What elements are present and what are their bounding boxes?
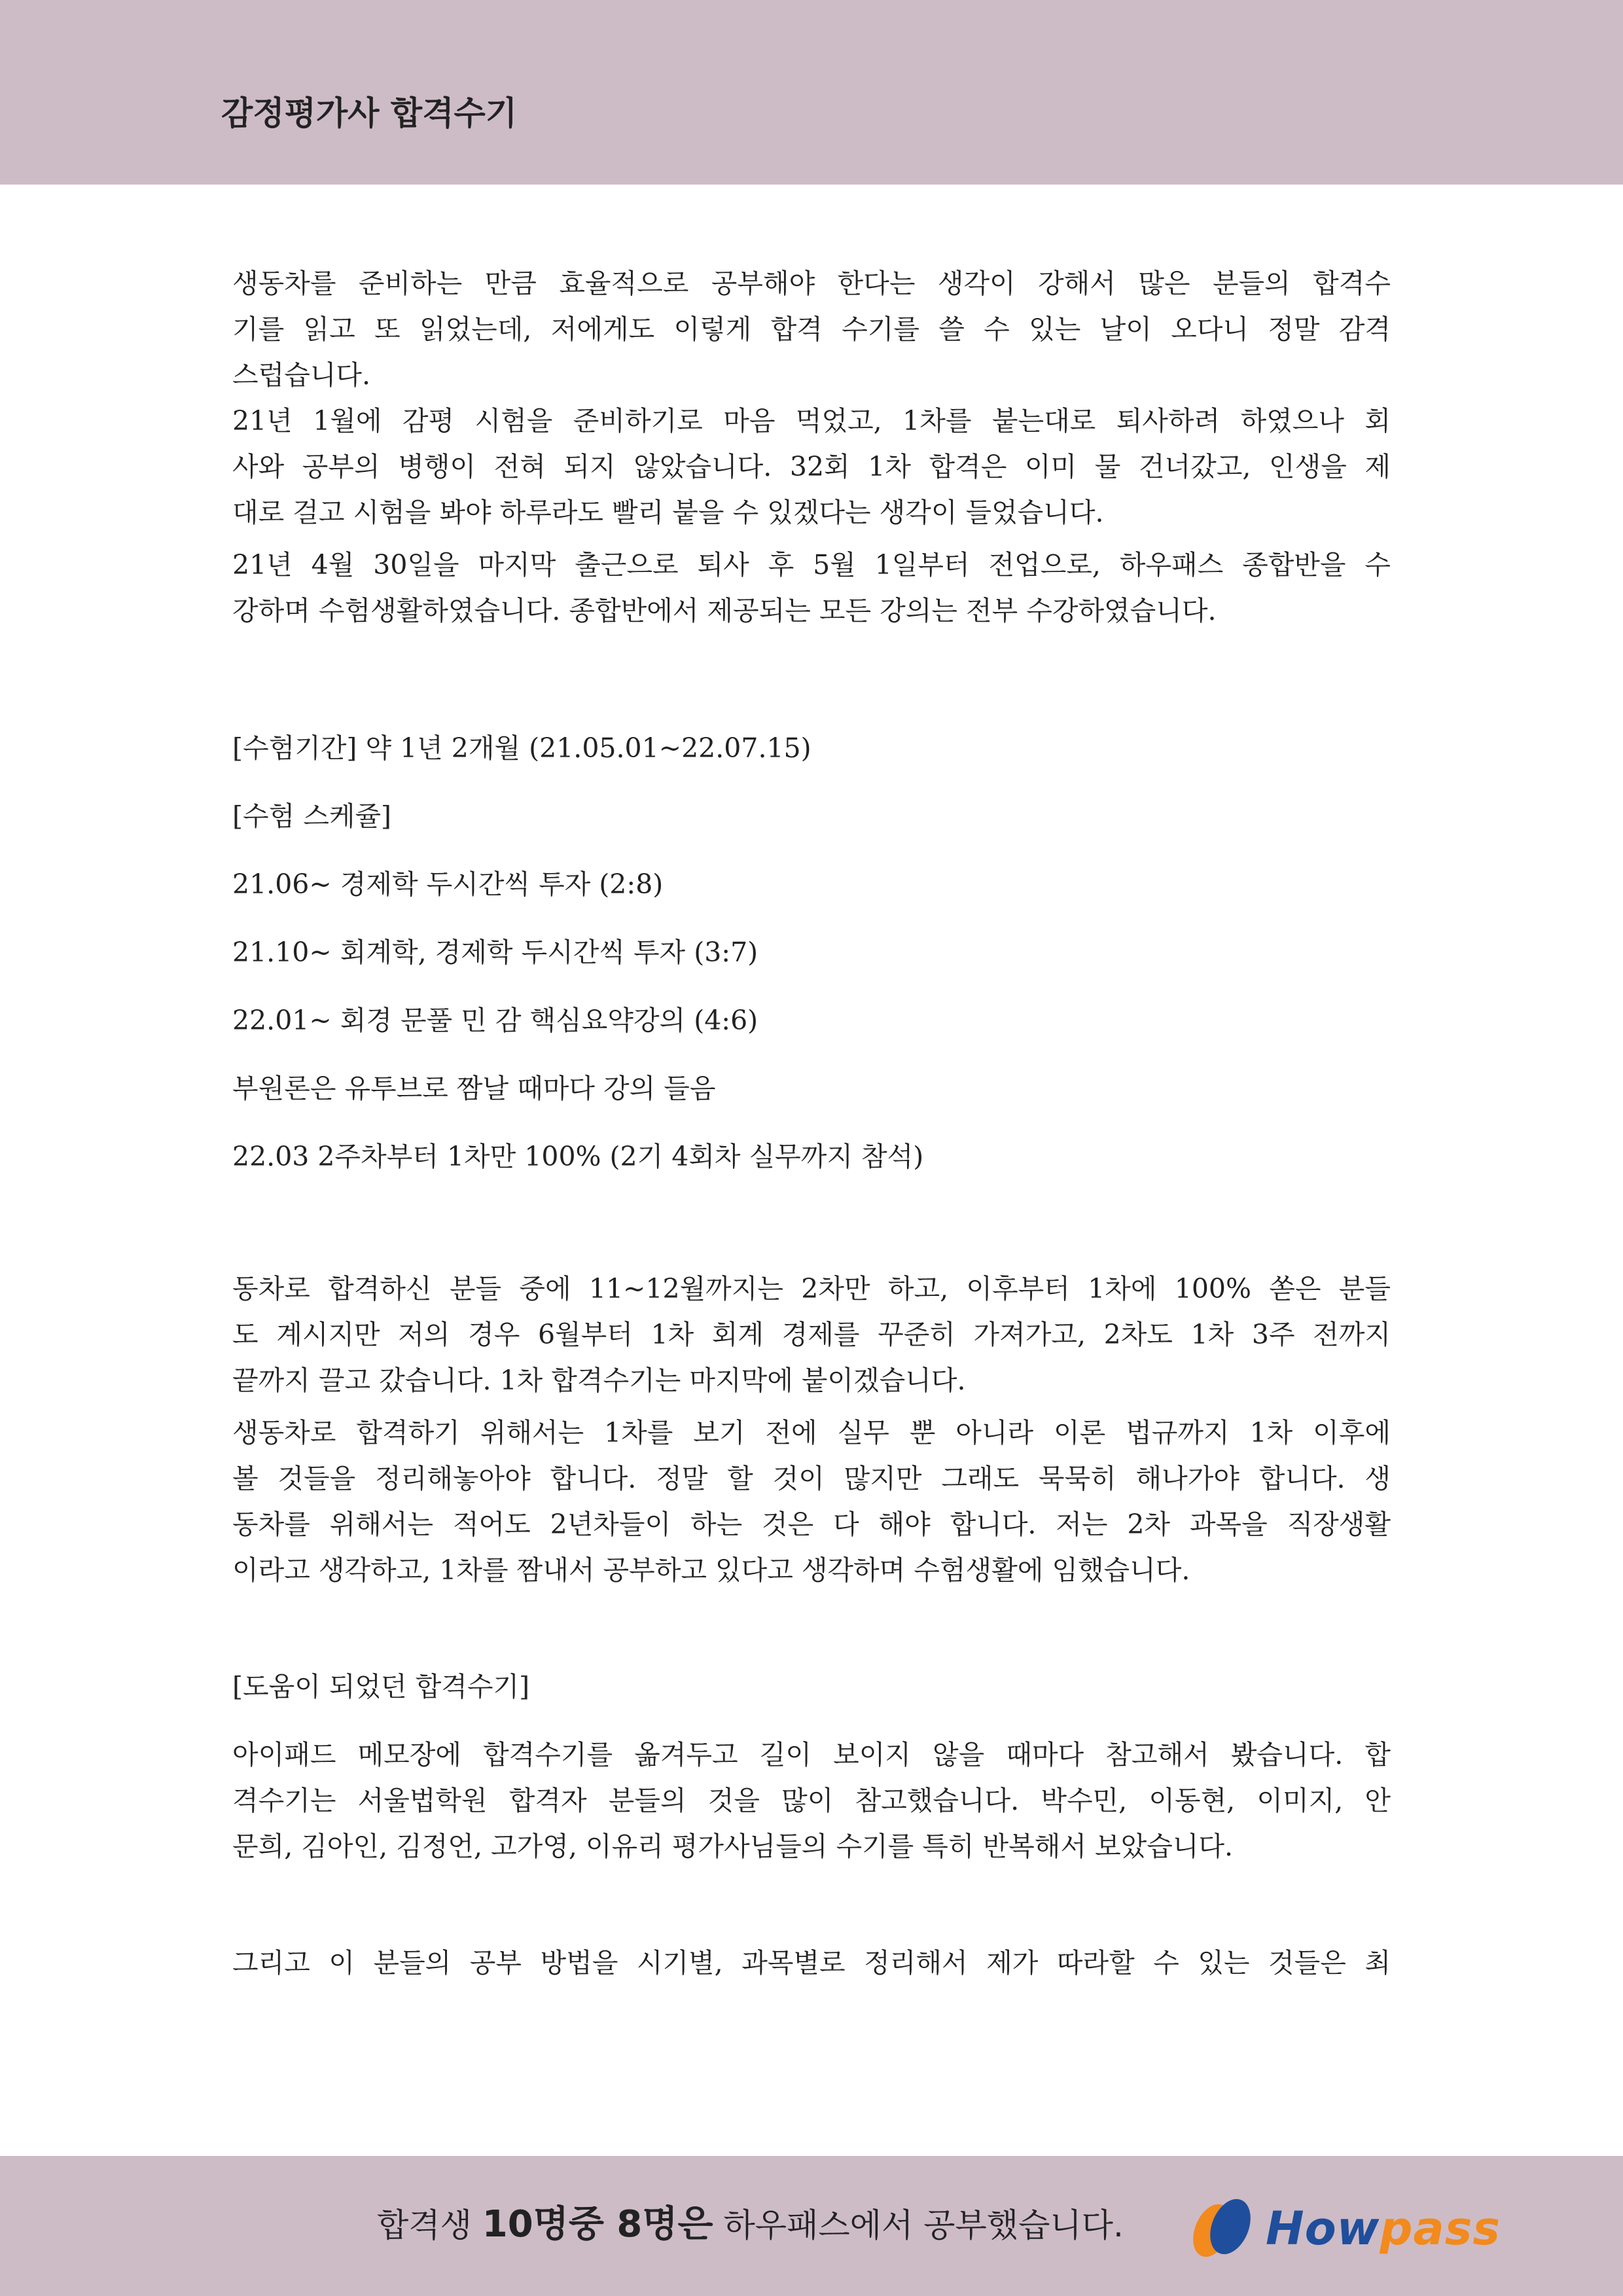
study-period: [수험기간] 약 1년 2개월 (21.05.01~22.07.15) [232,732,812,764]
page-footer [0,2156,1623,2296]
text-line: 사와 공부의 병행이 전혀 되지 않았습니다. 32회 1차 합격은 이미 물 건너갔고, 인생을 제 [232,451,1391,482]
logo-text-how: How [1266,2202,1380,2255]
resign-paragraph [232,542,1391,634]
spacer [232,1876,1391,1940]
page-header [0,0,1623,185]
schedule-item: 22.03 2주차부터 1차만 100% (2기 4회차 실무까지 참석) [232,1141,924,1172]
closing-paragraph [232,1940,1391,1986]
text-line: 스럽습니다. [232,359,371,391]
spacer [232,1202,1391,1266]
text-line: 문희, 김아인, 김정언, 고가영, 이유리 평가사님들의 수기를 특히 반복해서 보았습니다. [232,1831,1234,1862]
text-line: 동차로 합격하신 분들 중에 11~12월까지는 2차만 하고, 이후부터 1차에 100% 쏟은 분들 [232,1273,1391,1304]
text-line: 21년 4월 30일을 마지막 출근으로 퇴사 후 5월 1일부터 전업으로, 하우패스 종합반을 수 [232,549,1391,581]
slogan-part: 하우패스에서 공부했습니다. [713,2206,1124,2244]
text-line: 아이패드 메모장에 합격수기를 옮겨두고 길이 보이지 않을 때마다 참고해서 봤습니다. 합 [232,1739,1391,1770]
text-line: 대로 걸고 시험을 봐야 하루라도 빨리 붙을 수 있겠다는 생각이 들었습니다. [232,497,1104,528]
howpass-logo-text [1266,2200,1501,2257]
text-line: 강하며 수험생활하였습니다. 종합반에서 제공되는 모든 강의는 전부 수강하였습니다. [232,595,1217,626]
schedule-heading: [수험 스케쥴] [232,800,392,832]
slogan-highlight: 10명중 8명은 [482,2203,713,2246]
schedule-item: 22.01~ 회경 문풀 민 감 핵심요약강의 (4:6) [232,1005,758,1036]
text-line: 생동차로 합격하기 위해서는 1차를 보기 전에 실무 뿐 아니라 이론 법규까지 1차 이후에 [232,1417,1391,1448]
text-line: 동차를 위해서는 적어도 2년차들이 하는 것은 다 해야 합니다. 저는 2차 과목을 직장생활 [232,1509,1391,1540]
text-line: 볼 것들을 정리해놓아야 합니다. 정말 할 것이 많지만 그래도 묵묵히 해나가야 합니다. 생 [232,1463,1391,1494]
text-line: 그리고 이 분들의 공부 방법을 시기별, 과목별로 정리해서 제가 따라할 수 있는 것들은 최 [232,1947,1391,1979]
howpass-logo-icon [1186,2193,1258,2265]
spacer [232,1600,1391,1664]
text-line: 격수기는 서울법학원 합격자 분들의 것을 많이 참고했습니다. 박수민, 이동현, 이미지, 안 [232,1785,1391,1816]
text-line: 생동차를 준비하는 만큼 효율적으로 공부해야 한다는 생각이 강해서 많은 분들의 합격수 [232,268,1391,299]
howpass-logo [1186,2193,1501,2265]
text-line: 21년 1월에 감평 시험을 준비하기로 마음 먹었고, 1차를 붙는대로 퇴사하려 하였으나 회 [232,405,1391,437]
intro-paragraph [232,260,1391,535]
spacer [232,640,1391,725]
article-body [232,260,1391,1992]
footer-slogan [377,2202,1124,2248]
slogan-part: 합격생 [377,2206,482,2244]
advice-paragraph [232,1410,1391,1593]
helpful-paragraph [232,1732,1391,1869]
logo-text-pass: pass [1380,2202,1501,2255]
text-line: 기를 읽고 또 읽었는데, 저에게도 이렇게 합격 수기를 쓸 수 있는 날이 오다니 정말 감격 [232,314,1391,345]
header-title: 감정평가사 합격수기 [221,94,518,132]
text-line: 도 계시지만 저의 경우 6월부터 1차 회계 경제를 꾸준히 가져가고, 2차도 1차 3주 전까지 [232,1319,1391,1350]
schedule-item: 21.10~ 회계학, 경제학 두시간씩 투자 (3:7) [232,937,758,968]
helpful-heading: [도움이 되었던 합격수기] [232,1671,530,1702]
schedule-item: 부원론은 유투브로 짬날 때마다 강의 들음 [232,1073,716,1104]
schedule-item: 21.06~ 경제학 두시간씩 투자 (2:8) [232,869,664,900]
strategy-paragraph [232,1266,1391,1403]
text-line: 이라고 생각하고, 1차를 짬내서 공부하고 있다고 생각하며 수험생활에 임했습니다. [232,1554,1190,1586]
text-line: 끝까지 끌고 갔습니다. 1차 합격수기는 마지막에 붙이겠습니다. [232,1365,966,1396]
